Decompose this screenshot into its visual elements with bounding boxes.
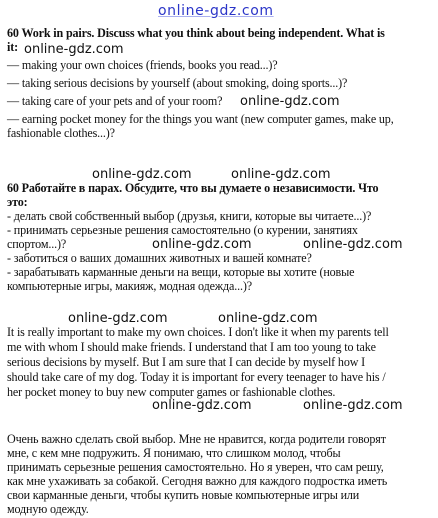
answer-en-line-4: should take care of my dog. Today it is important for every teenager to have his / bbox=[7, 370, 386, 384]
exercise-ru-item-1: - делать свой собственный выбор (друзья, книги, которые вы читаете...)? bbox=[7, 209, 372, 223]
watermark: online-gdz.com bbox=[152, 237, 252, 252]
exercise-en-item-4: — earning pocket money for the things you want (new computer games, make up, bbox=[7, 112, 394, 126]
exercise-ru-item-2-cont: спортом...)? bbox=[7, 237, 67, 251]
exercise-ru-item-2: - принимать серьезные решения самостоятельно (о курении, занятиях bbox=[7, 223, 358, 237]
watermark: online-gdz.com bbox=[303, 237, 403, 252]
exercise-ru-item-4-cont: компьютерные игры, макияж, модная одежда...)? bbox=[7, 279, 252, 293]
exercise-ru-title-line1: 60 Работайте в парах. Обсудите, что вы думаете о независимости. Что bbox=[7, 181, 379, 195]
exercise-en-item-5: fashionable clothes...)? bbox=[7, 126, 115, 140]
watermark: online-gdz.com bbox=[68, 311, 168, 326]
exercise-ru-item-4: - зарабатывать карманные деньги на вещи, которые вы хотите (новые bbox=[7, 265, 355, 279]
exercise-en-title-line2: it: bbox=[7, 40, 18, 54]
watermark: online-gdz.com bbox=[240, 94, 340, 109]
answer-ru-line-1: Очень важно сделать свой выбор. Мне не нравится, когда родители говорят bbox=[7, 432, 386, 446]
answer-en-line-5: her pocket money to buy new computer games or fashionable clothes. bbox=[7, 385, 336, 399]
answer-ru-line-4: как мне ухаживать за собакой. Сегодня важно для каждого подростка иметь bbox=[7, 474, 388, 488]
exercise-en-item-3: — taking care of your pets and of your room? bbox=[7, 94, 223, 108]
exercise-en-title-line1: 60 Work in pairs. Discuss what you think about being independent. What is bbox=[7, 26, 385, 40]
watermark: online-gdz.com bbox=[231, 167, 331, 182]
watermark: online-gdz.com bbox=[92, 167, 192, 182]
answer-ru-line-6: модную одежду. bbox=[7, 502, 89, 516]
exercise-ru-item-3: - заботиться о ваших домашних животных и вашей комнате? bbox=[7, 251, 312, 265]
watermark-top: online-gdz.com bbox=[158, 3, 274, 19]
answer-ru-line-5: свои карманные деньги, чтобы купить новые компьютерные игры или bbox=[7, 488, 360, 502]
watermark: online-gdz.com bbox=[218, 311, 318, 326]
watermark: online-gdz.com bbox=[24, 42, 124, 57]
answer-en-line-2: me with whom I should make friends. I understand that I am too young to take bbox=[7, 340, 376, 354]
exercise-en-item-1: — making your own choices (friends, books you read...)? bbox=[7, 58, 278, 72]
watermark: online-gdz.com bbox=[152, 398, 252, 413]
answer-en-line-1: It is really important to make my own choices. I don't like it when my parents tell bbox=[7, 325, 389, 339]
exercise-ru-title-line2: это: bbox=[7, 195, 28, 209]
exercise-en-item-2: — taking serious decisions by yourself (about smoking, doing sports...)? bbox=[7, 76, 348, 90]
answer-ru-line-2: мне, с кем мне подружить. Я понимаю, что слишком молод, чтобы bbox=[7, 446, 341, 460]
answer-en-line-3: serious decisions by myself. But I am sure that I can decide by myself how I bbox=[7, 355, 366, 369]
watermark: online-gdz.com bbox=[303, 398, 403, 413]
answer-ru-line-3: принимать серьезные решения самостоятельно. Но я уверен, что сам решу, bbox=[7, 460, 384, 474]
